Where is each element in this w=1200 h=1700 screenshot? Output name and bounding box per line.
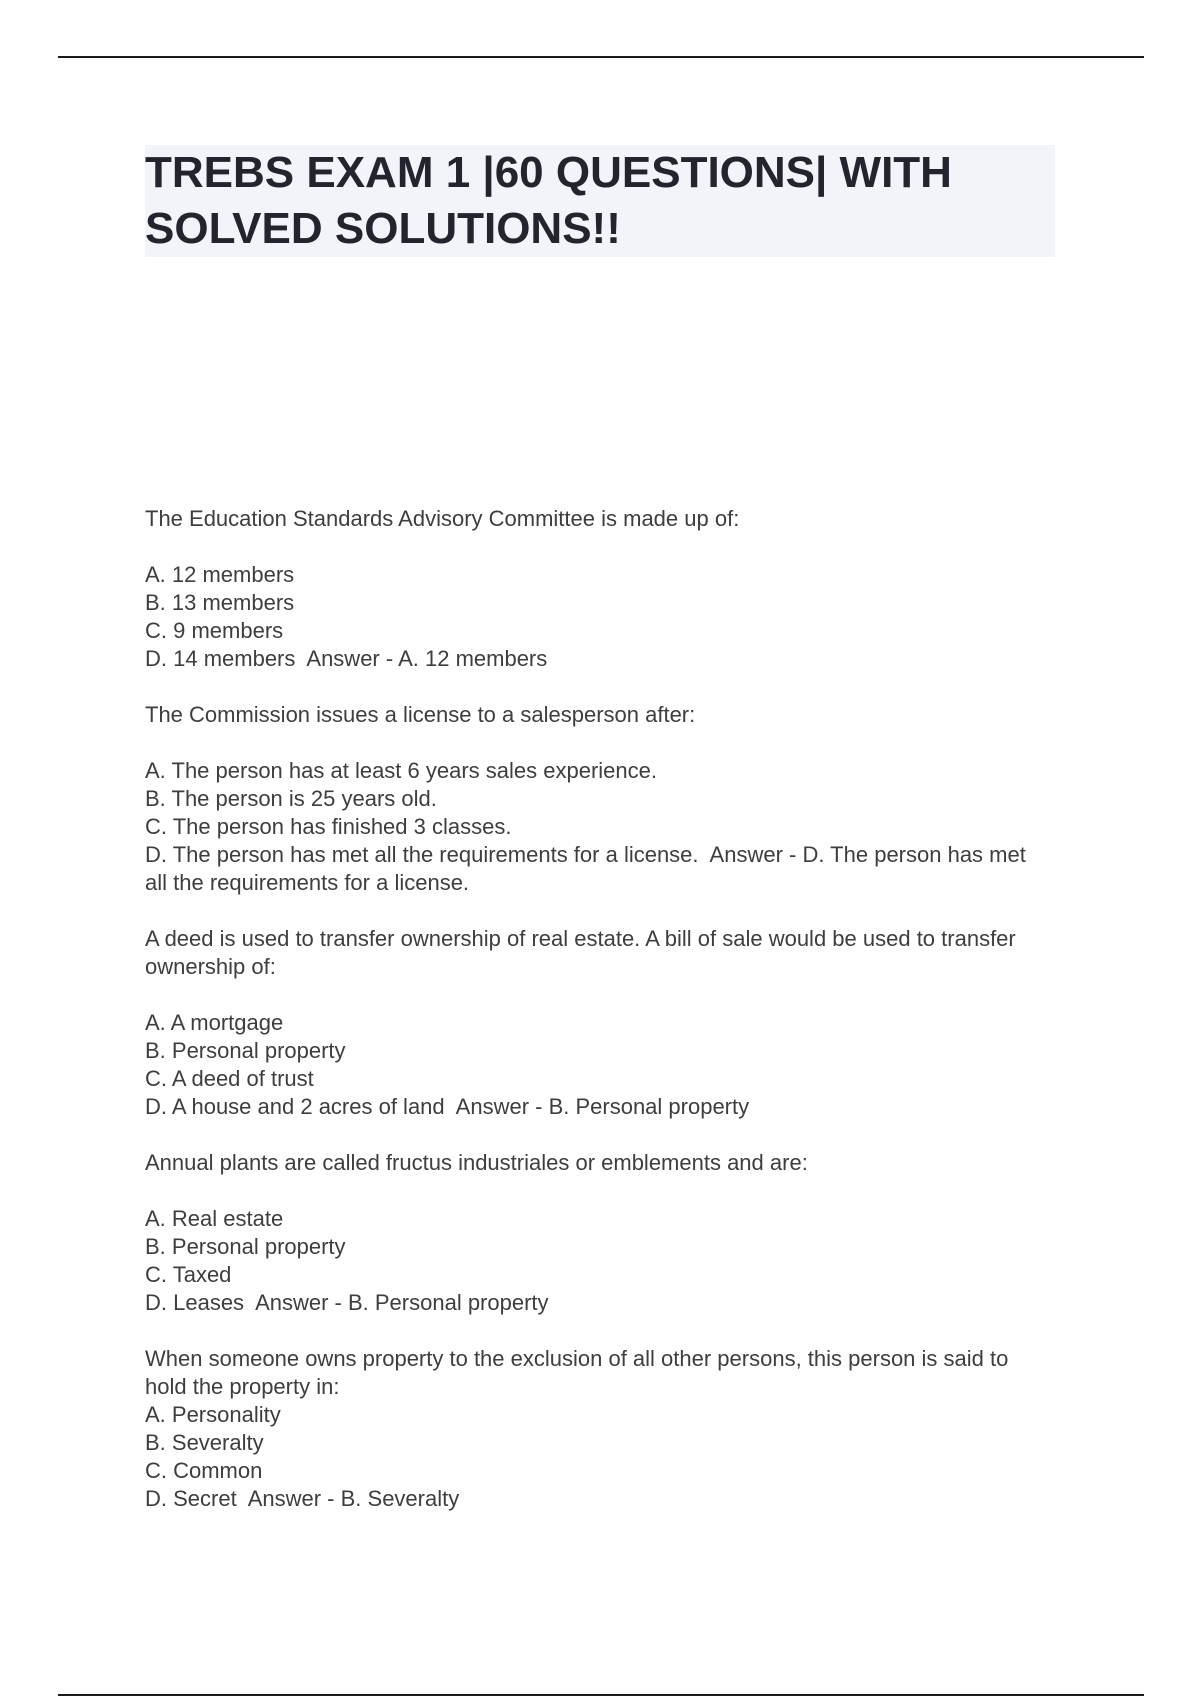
option-d-with-answer [145, 1289, 1045, 1317]
answer: Answer - B. Personal property [244, 1290, 549, 1315]
question-2 [145, 701, 1045, 897]
option-d: D. 14 members [145, 646, 296, 671]
option-c: C. The person has finished 3 classes. [145, 814, 512, 839]
option-a: A. A mortgage [145, 1010, 284, 1035]
option-b: B. 13 members [145, 590, 295, 615]
answer: Answer - D. The person has met all the requirements for a license. [145, 842, 1032, 895]
option-c: C. 9 members [145, 618, 284, 643]
question-5 [145, 1345, 1045, 1513]
document-title: TREBS EXAM 1 |60 QUESTIONS| WITH SOLVED SOLUTIONS!! [145, 148, 952, 253]
top-rule [58, 56, 1144, 58]
question-text: A deed is used to transfer ownership of real estate. A bill of sale would be used to transfer ownership of: [145, 926, 1016, 979]
option-d: D. A house and 2 acres of land [145, 1094, 445, 1119]
question-text: The Commission issues a license to a salesperson after: [145, 702, 696, 727]
title-banner [145, 145, 1055, 257]
option-b: B. Severalty [145, 1430, 264, 1455]
question-text: The Education Standards Advisory Committee is made up of: [145, 506, 740, 531]
bottom-rule [58, 1694, 1144, 1696]
option-d-with-answer [145, 1093, 1045, 1121]
answer: Answer - B. Personal property [444, 1094, 750, 1119]
option-d-with-answer [145, 1485, 1045, 1513]
option-d: D. Leases [145, 1290, 245, 1315]
option-d-with-answer [145, 841, 1045, 897]
option-b: B. The person is 25 years old. [145, 786, 437, 811]
question-text: When someone owns property to the exclusion of all other persons, this person is said to hold the property in: [145, 1346, 1009, 1399]
option-c: C. Common [145, 1458, 263, 1483]
question-list [145, 505, 1045, 1541]
option-a: A. Real estate [145, 1206, 284, 1231]
answer: Answer - A. 12 members [295, 646, 548, 671]
option-a: A. Personality [145, 1402, 281, 1427]
question-4 [145, 1149, 1045, 1317]
option-d-with-answer [145, 645, 1045, 673]
question-1 [145, 505, 1045, 673]
question-text: Annual plants are called fructus industriales or emblements and are: [145, 1150, 808, 1175]
option-b: B. Personal property [145, 1234, 346, 1259]
answer: Answer - B. Severalty [236, 1486, 460, 1511]
question-3 [145, 925, 1045, 1121]
option-d: D. Secret [145, 1486, 237, 1511]
option-d: D. The person has met all the requirements for a license. [145, 842, 699, 867]
option-a: A. The person has at least 6 years sales experience. [145, 758, 657, 783]
option-a: A. 12 members [145, 562, 295, 587]
option-b: B. Personal property [145, 1038, 346, 1063]
option-c: C. A deed of trust [145, 1066, 314, 1091]
option-c: C. Taxed [145, 1262, 232, 1287]
